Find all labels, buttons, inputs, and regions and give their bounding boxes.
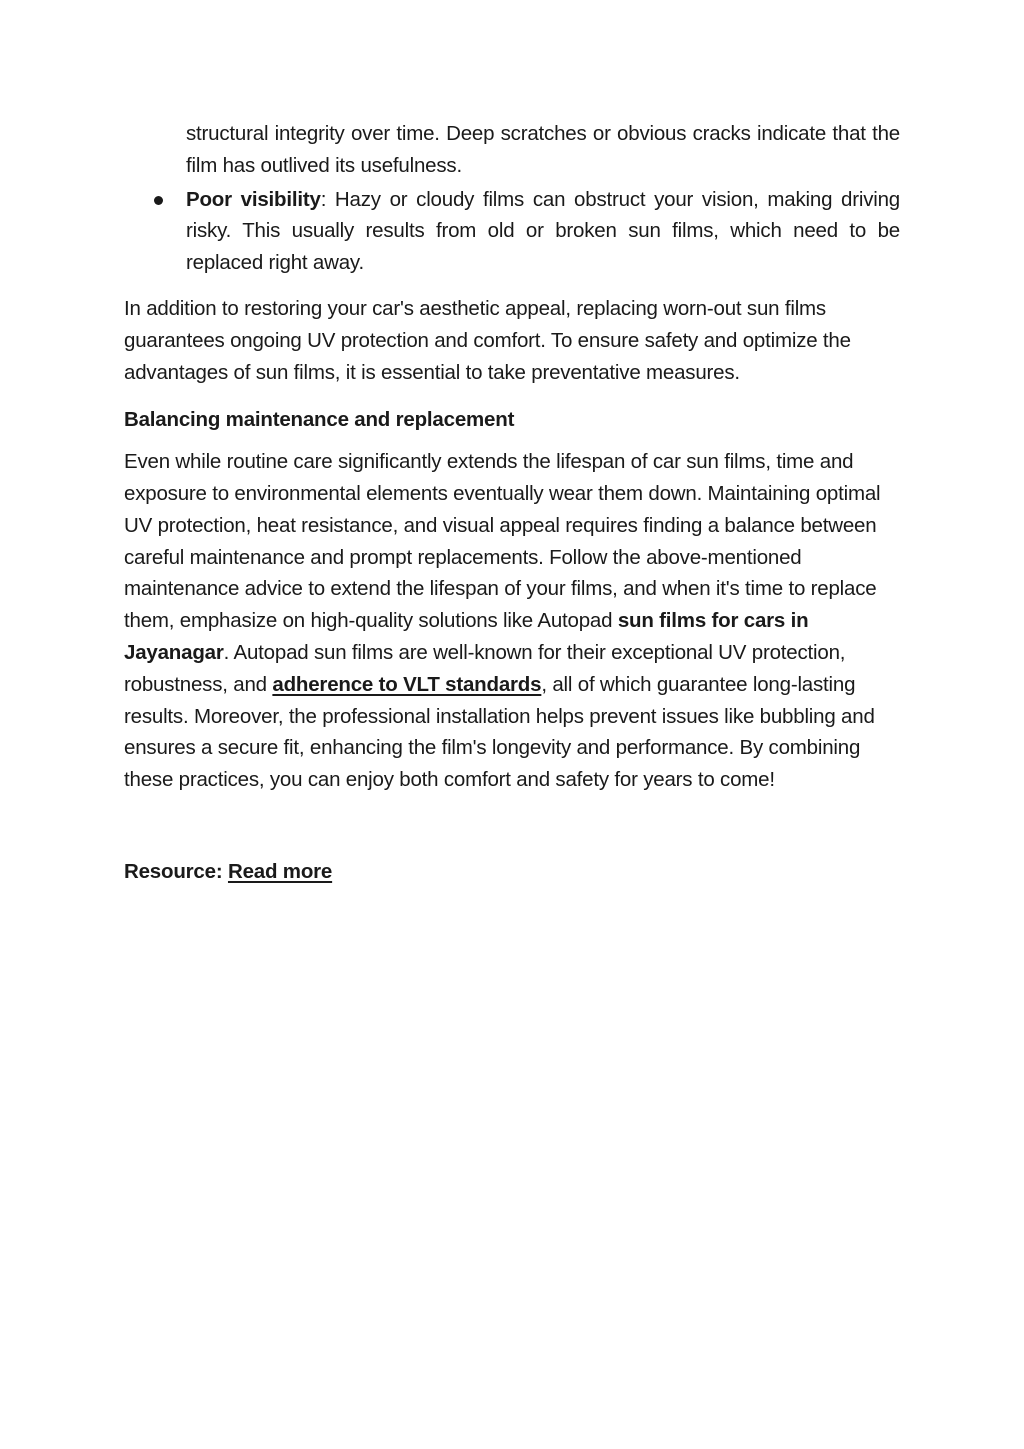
bullet-term: Poor visibility [186, 187, 321, 211]
vlt-standards-link[interactable]: adherence to VLT standards [272, 672, 542, 696]
bullet-text: : Hazy or cloudy films can obstruct your vision, making driving risky. This usually results from old or broken sun films, which need to be replaced right away. [186, 187, 901, 275]
paragraph-text-part-3: , all of which guarantee long-lasting results. Moreover, the professional installation helps prevent issues like bubbling and ensures a secure fit, enhancing the film's longevity and performance. By combining these practices, you can enjoy both comfort and safety for years to come! [124, 672, 875, 792]
read-more-link[interactable]: Read more [227, 859, 333, 883]
bullet-list [124, 184, 900, 279]
document-page [124, 118, 900, 908]
resource-label: Resource: [124, 859, 228, 883]
bullet-continuation-text: structural integrity over time. Deep scratches or obvious cracks indicate that the film has outlived its usefulness. [186, 122, 900, 177]
paragraph-balancing [124, 446, 900, 796]
bold-keyword: sun films for cars in Jayanagar [124, 609, 809, 664]
bullet-dot-icon [154, 196, 163, 205]
paragraph-text-part-1: Even while routine care significantly extends the lifespan of car sun films, time and exposure to environmental elements eventually wear them down. Maintaining optimal UV protection, heat resistance, and visual appeal requires finding a balance between careful maintenance and prompt replacements. Follow the above-mentioned maintenance advice to extend the lifespan of your films, and when it's time to replace them, emphasize on high-quality solutions like Autopad [124, 450, 881, 633]
list-item [124, 184, 900, 279]
section-heading: Balancing maintenance and replacement [124, 408, 515, 432]
paragraph-text-part-2: . Autopad sun films are well-known for their exceptional UV protection, robustness, and [124, 640, 846, 696]
paragraph-restoring: In addition to restoring your car's aesthetic appeal, replacing worn-out sun films guarantees ongoing UV protection and comfort. To ensure safety and optimize the advantages of sun films, it is essential to take preventative measures. [124, 296, 851, 384]
resource-line [124, 856, 900, 888]
